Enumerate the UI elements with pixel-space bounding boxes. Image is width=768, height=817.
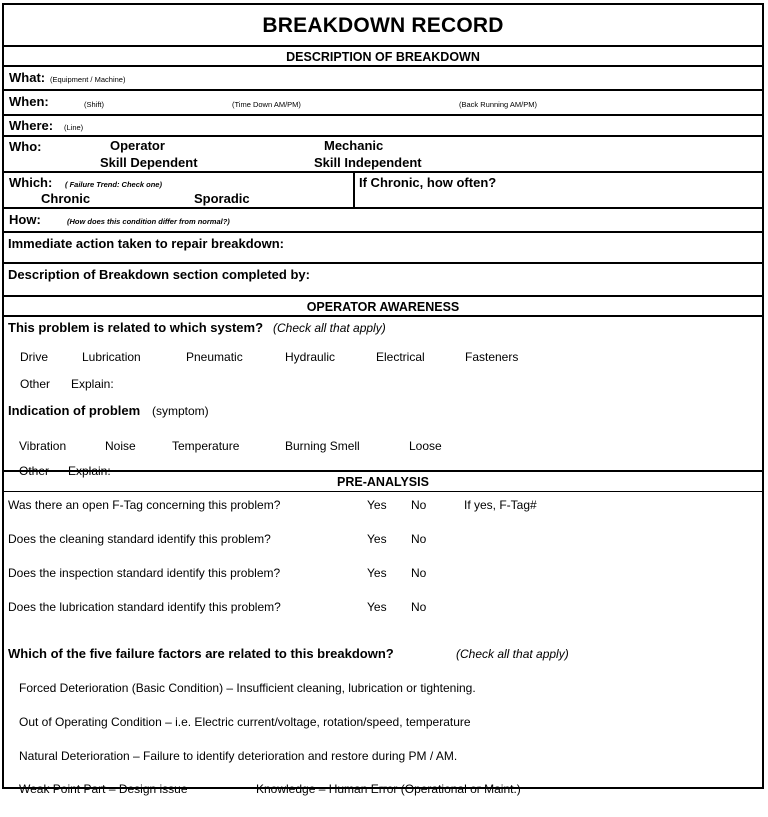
pre-analysis-body [4,492,762,796]
indication-note: (symptom) [152,404,209,418]
field-row-what[interactable] [4,67,762,91]
when-hint-back-running: (Back Running AM/PM) [459,100,537,109]
symptom-option-other[interactable]: Other [19,464,50,478]
field-row-completed-by[interactable] [4,264,762,297]
system-option-lubrication[interactable]: Lubrication [82,350,141,364]
how-label: How: [9,212,41,227]
form-title-row [4,5,762,47]
who-option-operator[interactable]: Operator [110,138,165,153]
field-row-how[interactable] [4,209,762,233]
immediate-action-label: Immediate action taken to repair breakdown: [8,236,284,251]
field-row-who[interactable] [4,137,762,173]
pre-analysis-ftag-number-label[interactable]: If yes, F-Tag# [464,498,537,512]
completed-by-label: Description of Breakdown section completed by: [8,267,310,282]
which-row-divider [353,173,355,207]
pre-analysis-answer-yes-1[interactable]: Yes [367,498,387,512]
section-header-pre-analysis: PRE-ANALYSIS [4,472,762,492]
which-label: Which: [9,175,53,190]
system-question-note: (Check all that apply) [273,321,386,335]
where-hint: (Line) [64,123,84,132]
page-title: BREAKDOWN RECORD [262,14,504,37]
pre-analysis-answer-no-3[interactable]: No [411,566,427,580]
failure-factor-out-of-operating-condition[interactable]: Out of Operating Condition – i.e. Electric current/voltage, rotation/speed, temperature [19,715,471,729]
what-label: What: [9,70,46,85]
system-option-electrical[interactable]: Electrical [376,350,425,364]
failure-factor-natural-deterioration[interactable]: Natural Deterioration – Failure to identify deterioration and restore during PM / AM. [19,749,458,763]
breakdown-record-form [2,3,764,796]
pre-analysis-question-1: Was there an open F-Tag concerning this problem? [8,498,281,512]
system-question-label: This problem is related to which system? [8,320,264,335]
system-option-hydraulic[interactable]: Hydraulic [285,350,336,364]
failure-factors-question-note: (Check all that apply) [456,647,569,661]
pre-analysis-answer-yes-4[interactable]: Yes [367,600,387,614]
symptom-option-vibration[interactable]: Vibration [19,439,67,453]
system-other-explain-label[interactable]: Explain: [71,377,114,391]
which-option-chronic[interactable]: Chronic [41,191,91,206]
pre-analysis-question-4: Does the lubrication standard identify this problem? [8,600,281,614]
when-hint-time-down: (Time Down AM/PM) [232,100,301,109]
indication-label: Indication of problem [8,403,141,418]
failure-factors-question-label: Which of the five failure factors are related to this breakdown? [8,646,394,661]
pre-analysis-answer-no-4[interactable]: No [411,600,427,614]
what-hint: (Equipment / Machine) [50,75,126,84]
field-row-where[interactable] [4,116,762,137]
pre-analysis-question-2: Does the cleaning standard identify this problem? [8,532,271,546]
system-option-fasteners[interactable]: Fasteners [465,350,519,364]
how-hint: (How does this condition differ from normal?) [67,217,230,226]
failure-factor-weak-point-part[interactable]: Weak Point Part – Design issue [19,782,188,796]
section-header-operator-awareness: OPERATOR AWARENESS [4,297,762,317]
which-hint: ( Failure Trend: Check one) [65,180,162,189]
field-row-immediate-action[interactable] [4,233,762,264]
where-label: Where: [9,118,54,133]
pre-analysis-answer-yes-2[interactable]: Yes [367,532,387,546]
who-label: Who: [9,139,42,154]
pre-analysis-answer-yes-3[interactable]: Yes [367,566,387,580]
which-option-sporadic[interactable]: Sporadic [194,191,250,206]
pre-analysis-answer-no-2[interactable]: No [411,532,427,546]
who-option-skill-dependent[interactable]: Skill Dependent [100,155,198,170]
symptom-option-loose[interactable]: Loose [409,439,442,453]
pre-analysis-answer-no-1[interactable]: No [411,498,427,512]
symptom-option-burning-smell[interactable]: Burning Smell [285,439,360,453]
symptom-option-temperature[interactable]: Temperature [172,439,240,453]
pre-analysis-question-3: Does the inspection standard identify this problem? [8,566,281,580]
symptom-other-explain-label[interactable]: Explain: [68,464,111,478]
section-header-description: DESCRIPTION OF BREAKDOWN [4,47,762,67]
symptom-option-noise[interactable]: Noise [105,439,136,453]
field-row-when[interactable] [4,91,762,116]
failure-factor-knowledge-human-error[interactable]: Knowledge – Human Error (Operational or Maint.) [256,782,521,796]
system-option-drive[interactable]: Drive [20,350,49,364]
system-option-pneumatic[interactable]: Pneumatic [186,350,243,364]
who-option-skill-independent[interactable]: Skill Independent [314,155,422,170]
when-label: When: [9,94,49,109]
system-option-other[interactable]: Other [20,377,51,391]
failure-factor-forced-deterioration[interactable]: Forced Deterioration (Basic Condition) – Insufficient cleaning, lubrication or tightening. [19,681,476,695]
who-option-mechanic[interactable]: Mechanic [324,138,384,153]
field-row-which[interactable] [4,173,762,209]
if-chronic-how-often-label: If Chronic, how often? [359,175,497,190]
operator-awareness-body [4,317,762,478]
when-hint-shift: (Shift) [84,100,105,109]
